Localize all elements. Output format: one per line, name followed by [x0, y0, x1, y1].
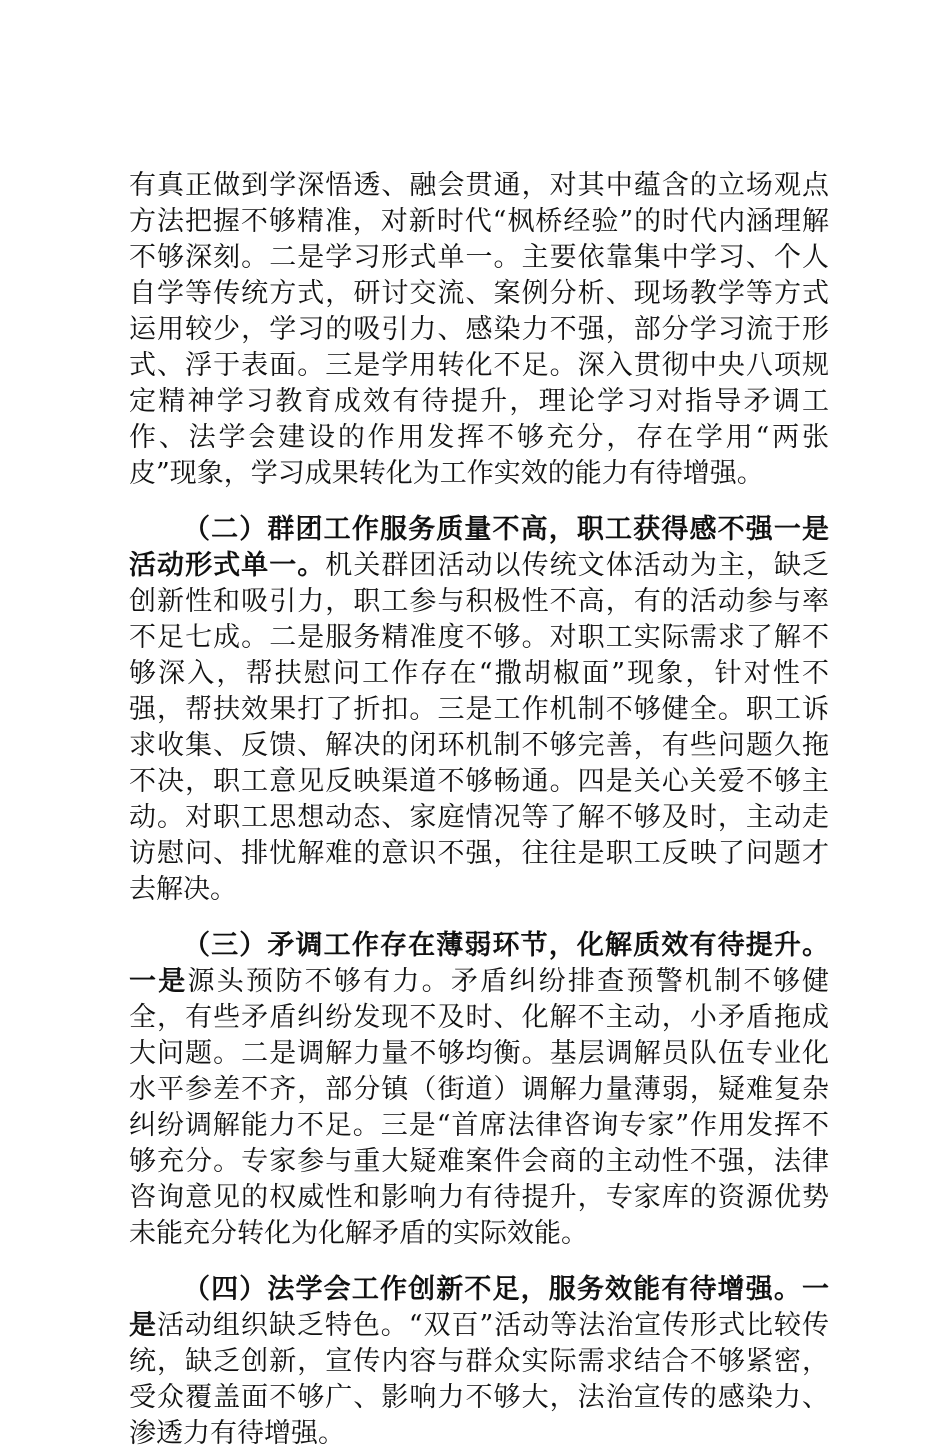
paragraph-text: 活动组织缺乏特色。“双百”活动等法治宣传形式比较传统，缺乏创新，宣传内容与群众实际需求结合不够紧密，受众覆盖面不够广、影响力不够大，法治宣传的感染力、渗透力有待增强。 — [129, 1310, 830, 1449]
paragraph-text: 源头预防不够有力。矛盾纠纷排查预警机制不够健全，有些矛盾纠纷发现不及时、化解不主动，小矛盾拖成大问题。二是调解力量不够均衡。基层调解员队伍专业化水平参差不齐，部分镇（街道）调解力量薄弱，疑难复杂纠纷调解能力不足。三是“首席法律咨询专家”作用发挥不够充分。专家参与重大疑难案件会商的主动性不强，法律咨询意见的权威性和影响力有待提升，专家库的资源优势未能充分转化为化解矛盾的实际效能。 — [129, 966, 830, 1249]
document-body — [129, 168, 829, 1452]
paragraph-text: 机关群团活动以传统文体活动为主，缺乏创新性和吸引力，职工参与积极性不高，有的活动参与率不足七成。二是服务精准度不够。对职工实际需求了解不够深入，帮扶慰问工作存在“撒胡椒面”现象，针对性不强，帮扶效果打了折扣。三是工作机制不够健全。职工诉求收集、反馈、解决的闭环机制不够完善，有些问题久拖不决，职工意见反映渠道不够畅通。四是关心关爱不够主动。对职工思想动态、家庭情况等了解不够及时，主动走访慰问、排忧解难的意识不强，往往是职工反映了问题才去解决。 — [129, 550, 830, 905]
paragraph-continuation — [129, 168, 829, 492]
section-heading: （二）群团工作服务质量不高，职工获得感不强一是活动形式单一。 — [129, 514, 829, 581]
section-heading: （三）矛调工作存在薄弱环节，化解质效有待提升。一是 — [129, 930, 829, 997]
paragraph-text: 有真正做到学深悟透、融会贯通，对其中蕴含的立场观点方法把握不够精准，对新时代“枫桥经验”的时代内涵理解不够深刻。二是学习形式单一。主要依靠集中学习、个人自学等传统方式，研讨交流、案例分析、现场教学等方式运用较少，学习的吸引力、感染力不强，部分学习流于形式、浮于表面。三是学用转化不足。深入贯彻中央八项规定精神学习教育成效有待提升，理论学习对指导矛调工作、法学会建设的作用发挥不够充分，存在学用“两张皮”现象，学习成果转化为工作实效的能力有待增强。 — [129, 170, 829, 489]
paragraph-section-2 — [129, 512, 829, 908]
paragraph-section-4 — [129, 1272, 829, 1452]
section-heading: （四）法学会工作创新不足，服务效能有待增强。一是 — [129, 1274, 829, 1341]
paragraph-section-3 — [129, 928, 829, 1252]
